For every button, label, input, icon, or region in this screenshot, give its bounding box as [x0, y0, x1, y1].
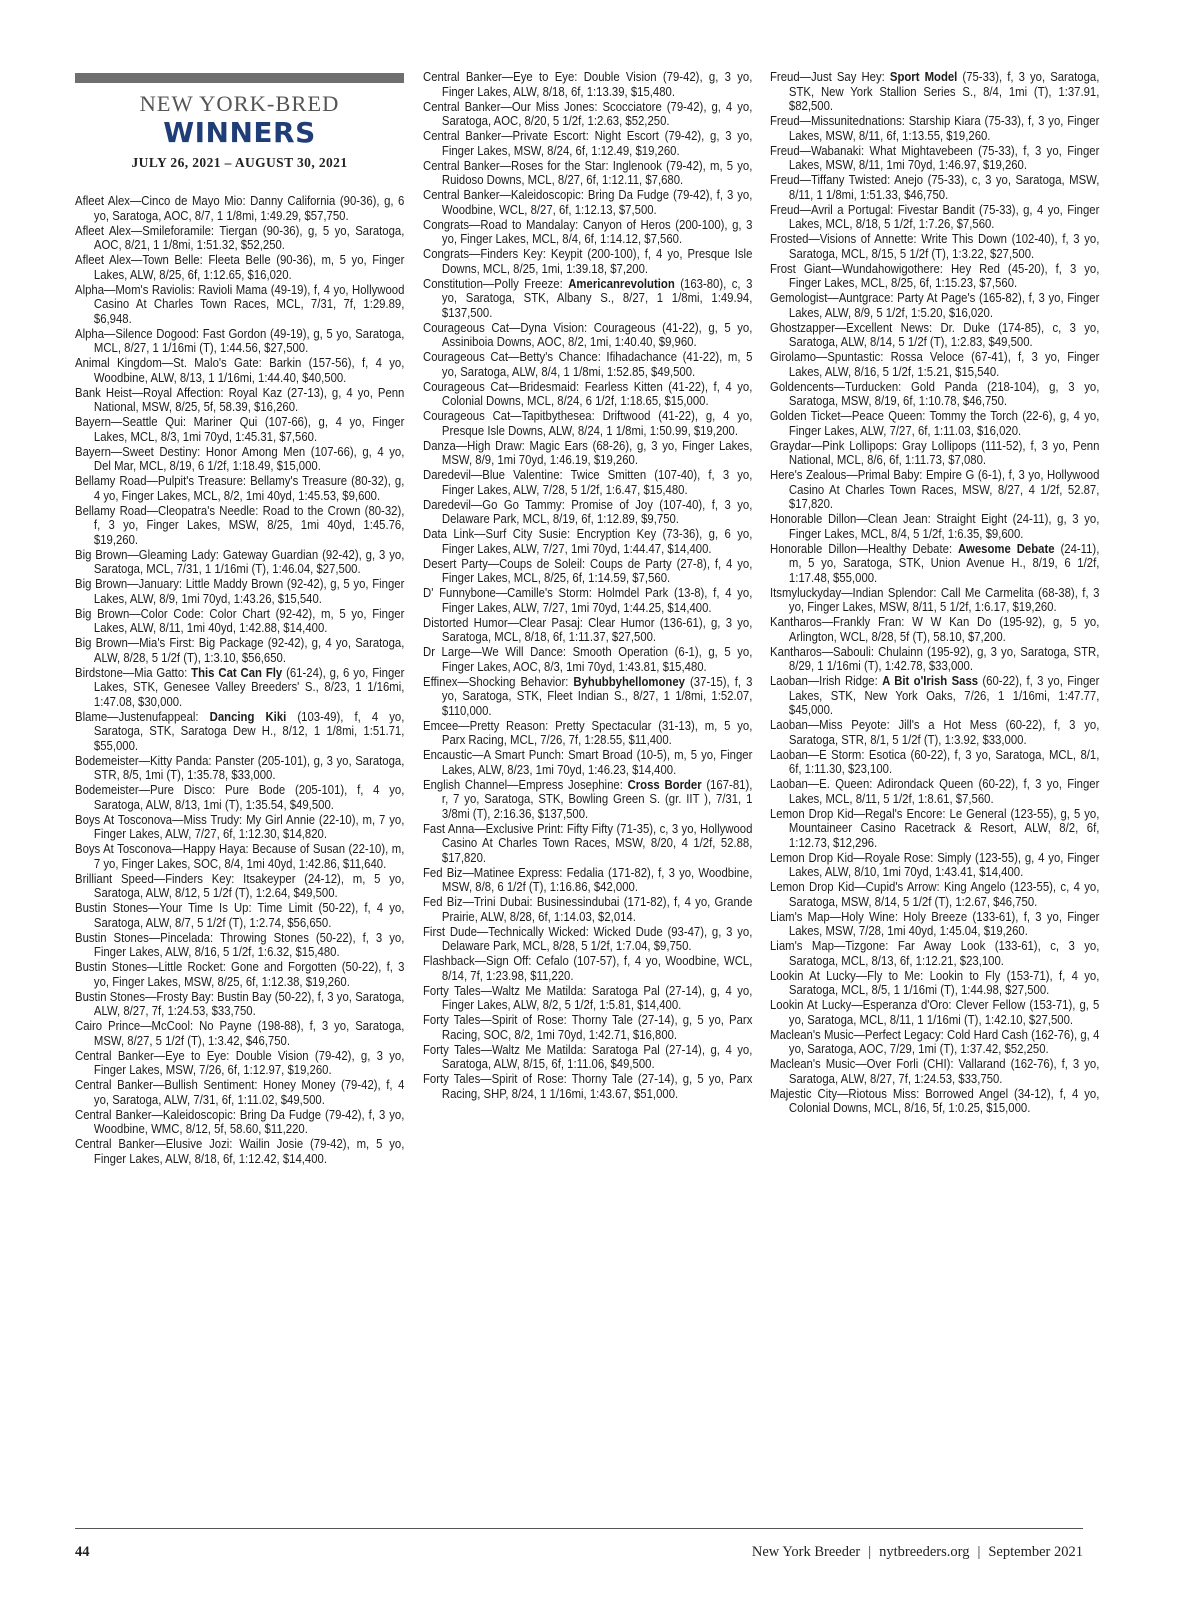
footer-separator: | [977, 1544, 981, 1560]
winner-entry [423, 586, 752, 615]
entry-text: (167-81), r, 7 yo, Saratoga, STK, Bowling Green S. (gr. IIT ), 7/31, 1 3/8mi (T), 2:16.36, $137,500. [441, 776, 753, 821]
entry-text: Cairo Prince—McCool: No Payne (198-88), f, 3 yo, Saratoga, MSW, 8/27, 5 1/2f (T), 1:3.42, $46,750. [75, 1018, 405, 1048]
winner-entry [75, 710, 404, 754]
date-range: JULY 26, 2021 – AUGUST 30, 2021 [131, 155, 348, 170]
entry-text: Alpha—Silence Dogood: Fast Gordon (49-19), g, 5 yo, Saratoga, MCL, 8/27, 1 1/16mi (T), 1:44.56, $27,500. [75, 325, 405, 355]
winner-entry [423, 70, 752, 99]
winner-entry [770, 880, 1099, 909]
entry-text: Dr Large—We Will Dance: Smooth Operation (6-1), g, 5 yo, Finger Lakes, AOC, 8/3, 1mi 70yd, 1:43.81, $15,480. [423, 644, 753, 674]
entry-text: Freud—Just Say Hey: [770, 69, 890, 84]
winner-entry [75, 386, 404, 415]
winner-entry [423, 822, 752, 866]
entry-text: Bank Heist—Royal Affection: Royal Kaz (27-13), g, 4 yo, Penn National, MSW, 8/25, 5f, 58.39, $16,260. [75, 384, 405, 414]
winner-entry [770, 262, 1099, 291]
winner-entry [770, 718, 1099, 747]
entry-text: Liam's Map—Tizgone: Far Away Look (133-61), c, 3 yo, Saratoga, MCL, 8/13, 6f, 1:12.21, $23,100. [770, 938, 1100, 968]
entry-text: Central Banker—Kaleidoscopic: Bring Da Fudge (79-42), f, 3 yo, Woodbine, WMC, 8/12, 5f, 58.60, $11,220. [75, 1106, 405, 1136]
winner-entry [423, 321, 752, 350]
winner-entry [770, 910, 1099, 939]
entry-text: (37-15), f, 3 yo, Saratoga, STK, Fleet Indian S., 8/27, 1 1/8mi, 1:52.07, $110,000. [441, 673, 753, 718]
winner-entry [75, 1019, 404, 1048]
entry-text: Central Banker—Kaleidoscopic: Bring Da Fudge (79-42), f, 3 yo, Woodbine, WCL, 8/27, 6f, 1:12.13, $7,500. [423, 187, 753, 217]
winner-entry [75, 754, 404, 783]
winner-entry [75, 194, 404, 223]
winner-entry [770, 542, 1099, 586]
stakes-winner-name: Dancing Kiki [209, 708, 287, 724]
entry-text: Bellamy Road—Pulpit's Treasure: Bellamy's Treasure (80-32), g, 4 yo, Finger Lakes, MCL, 8/2, 1mi 40yd, 1:45.53, $9,600. [75, 473, 405, 503]
winner-entry [423, 100, 752, 129]
winner-entry [770, 70, 1099, 114]
entry-text: Daredevil—Go Go Tammy: Promise of Joy (107-40), f, 3 yo, Delaware Park, MCL, 8/19, 6f, 1:12.89, $9,750. [423, 496, 753, 526]
entry-text: Fast Anna—Exclusive Print: Fifty Fifty (71-35), c, 3 yo, Hollywood Casino At Charles Town Races, MSW, 8/20, 4 1/2f, 52.88, $17,820. [423, 820, 753, 865]
entry-text: Desert Party—Coups de Soleil: Coups de Party (27-8), f, 4 yo, Finger Lakes, MCL, 8/25, 6f, 1:14.59, $7,560. [423, 555, 753, 585]
winner-entry [770, 350, 1099, 379]
issue-date: September 2021 [988, 1544, 1083, 1560]
column-3 [770, 70, 1099, 1116]
winner-entry [770, 748, 1099, 777]
entry-text: Here's Zealous—Primal Baby: Empire G (6-1), f, 3 yo, Hollywood Casino At Charles Town Races, MSW, 8/27, 4 1/2f, 52.87, $17,820. [770, 467, 1100, 511]
entry-text: Central Banker—Roses for the Star: Inglenook (79-42), m, 5 yo, Ruidoso Downs, MCL, 8/27, 6f, 1:12.11, $7,680. [423, 157, 753, 187]
winner-entry [75, 474, 404, 503]
winner-entry [770, 409, 1099, 438]
header-rule [75, 73, 404, 83]
entry-text: Afleet Alex—Smileforamile: Tiergan (90-36), g, 5 yo, Saratoga, AOC, 8/21, 1 1/8mi, 1:51.32, $52,250. [75, 222, 405, 252]
entry-text: Bustin Stones—Frosty Bay: Bustin Bay (50-22), f, 3 yo, Saratoga, ALW, 8/27, 7f, 1:24.53, $33,750. [75, 988, 405, 1018]
winner-entry [75, 872, 404, 901]
winner-entry [770, 512, 1099, 541]
winner-entry [423, 247, 752, 276]
winner-entry [770, 468, 1099, 512]
entry-text: Flashback—Sign Off: Cefalo (107-57), f, 4 yo, Woodbine, WCL, 8/14, 7f, 1:23.98, $11,220. [423, 953, 753, 983]
winner-entry [423, 380, 752, 409]
section-header [75, 73, 404, 171]
winner-entry [423, 439, 752, 468]
winner-entry [423, 557, 752, 586]
entry-text: Afleet Alex—Cinco de Mayo Mio: Danny California (90-36), g, 6 yo, Saratoga, AOC, 8/7, 1 1/8mi, 1:49.29, $57,750. [75, 193, 405, 223]
entry-text: First Dude—Technically Wicked: Wicked Dude (93-47), g, 3 yo, Delaware Park, MCL, 8/28, 5 1/2f, 1:7.04, $9,750. [423, 923, 753, 953]
entry-text: Frost Giant—Wundahowigothere: Hey Red (45-20), f, 3 yo, Finger Lakes, MCL, 8/25, 6f, 1:15.23, $7,560. [770, 260, 1100, 290]
entry-text: Big Brown—January: Little Maddy Brown (92-42), g, 5 yo, Finger Lakes, ALW, 8/9, 1mi 70yd, 1:43.26, $15,540. [75, 576, 405, 606]
entry-text: Blame—Justenufappeal: [75, 708, 210, 724]
winner-entry [770, 232, 1099, 261]
winner-entry [770, 586, 1099, 615]
entry-text: Laoban—Irish Ridge: [770, 673, 883, 688]
entry-text: Constitution—Polly Freeze: [423, 275, 569, 291]
winner-entry [75, 783, 404, 812]
winner-entry [75, 1137, 404, 1166]
entry-text: Courageous Cat—Betty's Chance: Ifihadachance (41-22), m, 5 yo, Saratoga, ALW, 8/4, 1 1/8mi, 1:52.85, $49,500. [423, 349, 753, 379]
entry-text: Alpha—Mom's Raviolis: Ravioli Mama (49-19), f, 4 yo, Hollywood Casino At Charles Town Races, MCL, 7/31, 7f, 1:29.89, $6,948. [75, 281, 405, 326]
entry-text: Forty Tales—Spirit of Rose: Thorny Tale (27-14), g, 5 yo, Parx Racing, SHP, 8/24, 1 1/16mi, 1:43.67, $51,000. [423, 1071, 753, 1101]
entry-text: Gemologist—Auntgrace: Party At Page's (165-82), f, 3 yo, Finger Lakes, ALW, 8/9, 5 1/2f, 1:5.20, $16,020. [770, 290, 1100, 320]
entry-text: Effinex—Shocking Behavior: [423, 673, 574, 689]
winner-entry [770, 380, 1099, 409]
winner-entry [423, 719, 752, 748]
entry-text: D' Funnybone—Camille's Storm: Holmdel Park (13-8), f, 4 yo, Finger Lakes, ALW, 7/27, 1mi 70yd, 1:44.25, $14,400. [423, 585, 753, 615]
entry-text: Forty Tales—Waltz Me Matilda: Saratoga Pal (27-14), g, 4 yo, Saratoga, ALW, 8/15, 6f, 1:11.06, $49,500. [423, 1041, 753, 1071]
winner-entry [770, 291, 1099, 320]
entry-text: Fed Biz—Matinee Express: Fedalia (171-82), f, 3 yo, Woodbine, MSW, 8/8, 6 1/2f (T), 1:16.86, $42,000. [423, 864, 753, 894]
entry-text: Distorted Humor—Clear Pasaj: Clear Humor (136-61), g, 3 yo, Saratoga, MCL, 8/18, 6f, 1:11.37, $27,500. [423, 614, 753, 644]
winner-entry [770, 144, 1099, 173]
winner-entry [770, 969, 1099, 998]
winner-entry [423, 1072, 752, 1101]
stakes-winner-name: Sport Model [889, 69, 958, 84]
entry-text: Ghostzapper—Excellent News: Dr. Duke (174-85), c, 3 yo, Saratoga, ALW, 8/14, 5 1/2f (T), 1:2.83, $49,500. [770, 319, 1100, 349]
winner-entry [423, 954, 752, 983]
entry-text: Boys At Tosconova—Happy Haya: Because of Susan (22-10), m, 7 yo, Finger Lakes, SOC, 8/4, 1mi 40yd, 1:42.86, $11,640. [75, 841, 405, 871]
entry-text: Lemon Drop Kid—Cupid's Arrow: King Angelo (123-55), c, 4 yo, Saratoga, MSW, 8/14, 5 1/2f (T), 1:2.67, $46,750. [770, 879, 1100, 909]
stakes-winner-name: A Bit o'Irish Sass [882, 673, 979, 688]
entry-text: Freud—Tiffany Twisted: Anejo (75-33), c, 3 yo, Saratoga, MSW, 8/11, 1 1/8mi, 1:51.33, $46,750. [770, 172, 1100, 202]
winner-entry [75, 327, 404, 356]
entry-text: Congrats—Finders Key: Keypit (200-100), f, 4 yo, Presque Isle Downs, MCL, 8/25, 1mi, 1:39.18, $7,200. [423, 246, 753, 276]
winner-entry [770, 1028, 1099, 1057]
entry-text: Bayern—Sweet Destiny: Honor Among Men (107-66), g, 4 yo, Del Mar, MCL, 8/19, 6 1/2f, 1:18.49, $15,000. [75, 443, 405, 473]
entry-text: Encaustic—A Smart Punch: Smart Broad (10-5), m, 5 yo, Finger Lakes, ALW, 8/23, 1mi 70yd, 1:46.23, $14,400. [423, 747, 753, 777]
entry-text: Bodemeister—Pure Disco: Pure Bode (205-101), f, 4 yo, Saratoga, ALW, 8/13, 1mi (T), 1:35.54, $49,500. [75, 782, 405, 812]
entry-text: Big Brown—Gleaming Lady: Gateway Guardian (92-42), g, 3 yo, Saratoga, MCL, 7/31, 1 1/16mi (T), 1:46.04, $27,500. [75, 546, 405, 576]
winner-entry [423, 645, 752, 674]
entry-text: Maclean's Music—Over Forli (CHI): Vallarand (162-76), f, 3 yo, Saratoga, ALW, 8/27, 7f, 1:24.53, $33,750. [770, 1056, 1100, 1086]
winner-entry [770, 645, 1099, 674]
entry-text: Maclean's Music—Perfect Legacy: Cold Hard Cash (162-76), g, 4 yo, Saratoga, AOC, 7/29, 1mi (T), 1:37.42, $52,250. [770, 1026, 1100, 1056]
stakes-winner-name: Awesome Debate [958, 540, 1055, 556]
winner-entry [75, 842, 404, 871]
entry-text: Courageous Cat—Tapitbythesea: Driftwood (41-22), g, 4 yo, Presque Isle Downs, ALW, 8/24, 1 1/8mi, 1:50.99, $19,200. [423, 408, 753, 438]
entry-text: Golden Ticket—Peace Queen: Tommy the Torch (22-6), g, 4 yo, Finger Lakes, ALW, 7/27, 6f, 1:11.03, $16,020. [770, 408, 1100, 438]
entry-text: Central Banker—Our Miss Jones: Scocciatore (79-42), g, 4 yo, Saratoga, AOC, 8/20, 5 1/2f, 1:2.63, $52,250. [423, 98, 753, 128]
stakes-winner-name: Cross Border [627, 776, 702, 792]
winner-entry [423, 129, 752, 158]
winner-entry [75, 666, 404, 710]
entry-text: Laoban—Miss Peyote: Jill's a Hot Mess (60-22), f, 3 yo, Saratoga, STR, 8/1, 5 1/2f (T), 1:3.92, $33,000. [770, 717, 1100, 747]
winner-entry [423, 188, 752, 217]
entry-text: Central Banker—Eye to Eye: Double Vision (79-42), g, 3 yo, Finger Lakes, MSW, 7/26, 6f, 1:12.97, $19,260. [75, 1047, 405, 1077]
entry-text: (103-49), f, 4 yo, Saratoga, STK, Saratoga Dew H., 8/12, 1 1/8mi, 1:51.71, $55,000. [93, 708, 405, 753]
winner-entry [770, 1057, 1099, 1086]
entry-text: Boys At Tosconova—Miss Trudy: My Girl Annie (22-10), m, 7 yo, Finger Lakes, ALW, 7/27, 6f, 1:12.30, $14,820. [75, 811, 405, 841]
entry-text: Bellamy Road—Cleopatra's Needle: Road to the Crown (80-32), f, 3 yo, Finger Lakes, MSW, 8/25, 1mi 40yd, 1:45.76, $19,260. [75, 502, 405, 547]
entry-text: Central Banker—Elusive Jozi: Wailin Josie (79-42), m, 5 yo, Finger Lakes, ALW, 8/18, 6f, 1:12.42, $14,400. [75, 1136, 405, 1166]
entry-text: Kantharos—Sabouli: Chulainn (195-92), g, 3 yo, Saratoga, STR, 8/29, 1 1/16mi (T), 1:42.78, $33,000. [770, 643, 1100, 673]
winner-entry [75, 356, 404, 385]
winner-entry [423, 778, 752, 822]
entry-text: Congrats—Road to Mandalay: Canyon of Heros (200-100), g, 3 yo, Finger Lakes, MCL, 8/4, 6f, 1:14.12, $7,560. [423, 216, 753, 246]
entry-text: (60-22), f, 3 yo, Finger Lakes, STK, New York Oaks, 7/26, 1 1/16mi, 1:47.77, $45,000. [788, 673, 1100, 717]
entry-text: Central Banker—Private Escort: Night Escort (79-42), g, 3 yo, Finger Lakes, MSW, 8/24, 6f, 1:12.49, $19,260. [423, 128, 753, 158]
page-number: 44 [75, 1544, 90, 1560]
entry-text: English Channel—Empress Josephine: [423, 776, 628, 792]
entry-text: (75-33), f, 3 yo, Saratoga, STK, New York Stallion Series S., 8/4, 1mi (T), 1:37.91, $82,500. [788, 69, 1100, 113]
entry-text: Lookin At Lucky—Esperanza d'Oro: Clever Fellow (153-71), g, 5 yo, Saratoga, MCL, 8/11, 1 1/16mi (T), 1:42.10, $27,500. [770, 997, 1100, 1027]
entry-text: Data Link—Surf City Susie: Encryption Key (73-36), g, 6 yo, Finger Lakes, ALW, 7/27, 1mi 70yd, 1:44.47, $14,400. [423, 526, 753, 556]
winner-entry [75, 224, 404, 253]
entry-text: Big Brown—Color Code: Color Chart (92-42), m, 5 yo, Finger Lakes, ALW, 8/11, 1mi 40yd, 1:42.88, $14,400. [75, 605, 405, 635]
entry-text: Bustin Stones—Pincelada: Throwing Stones (50-22), f, 3 yo, Finger Lakes, ALW, 8/16, 5 1/2f, 1:6.32, $15,480. [75, 929, 405, 959]
winner-entry [770, 807, 1099, 851]
footer-separator: | [868, 1544, 872, 1560]
entry-text: Girolamo—Spuntastic: Rossa Veloce (67-41), f, 3 yo, Finger Lakes, ALW, 8/16, 5 1/2f, 1:5.21, $15,540. [770, 349, 1100, 379]
winner-entry [770, 998, 1099, 1027]
entry-text: Lemon Drop Kid—Regal's Encore: Le General (123-55), g, 5 yo, Mountaineer Casino Racetrack & Resort, ALW, 8/2, 6f, 1:12.73, $12,296. [770, 805, 1100, 850]
entry-text: Lemon Drop Kid—Royale Rose: Simply (123-55), g, 4 yo, Finger Lakes, ALW, 8/10, 1mi 70yd, 1:43.41, $14,400. [770, 849, 1100, 879]
entry-text: Freud—Missunitednations: Starship Kiara (75-33), f, 3 yo, Finger Lakes, MSW, 8/11, 6f, 1:13.55, $19,260. [770, 113, 1100, 143]
winner-entry [75, 1049, 404, 1078]
publication-name: New York Breeder [751, 1544, 861, 1560]
entry-text: Goldencents—Turducken: Gold Panda (218-104), g, 3 yo, Saratoga, MSW, 8/19, 6f, 1:10.78, $46,750. [770, 378, 1100, 408]
stakes-winner-name: Byhubbyhellomoney [573, 673, 685, 689]
footer-rule [75, 1528, 1083, 1529]
winner-entry [75, 960, 404, 989]
entry-text: Bayern—Seattle Qui: Mariner Qui (107-66), g, 4 yo, Finger Lakes, MCL, 8/3, 1mi 70yd, 1:45.31, $7,560. [75, 414, 405, 444]
entry-text: Central Banker—Bullish Sentiment: Honey Money (79-42), f, 4 yo, Saratoga, ALW, 7/31, 6f, 1:11.02, $49,500. [75, 1077, 405, 1107]
entry-text: Fed Biz—Trini Dubai: Businessindubai (171-82), f, 4 yo, Grande Prairie, ALW, 8/28, 6f, 1:14.03, $2,014. [423, 894, 753, 924]
winner-entry [770, 439, 1099, 468]
entry-text: Liam's Map—Holy Wine: Holy Breeze (133-61), f, 3 yo, Finger Lakes, MSW, 7/28, 1mi 40yd, 1:45.04, $19,260. [770, 908, 1100, 938]
winner-entry [423, 895, 752, 924]
entry-text: Honorable Dillon—Healthy Debate: [770, 540, 959, 556]
stakes-winner-name: Americanrevolution [568, 275, 675, 291]
entry-text: (163-80), c, 3 yo, Saratoga, STK, Albany S., 8/27, 1 1/8mi, 1:49.94, $137,500. [441, 275, 753, 320]
winner-entry [423, 350, 752, 379]
winner-entry [75, 504, 404, 548]
winner-entry [423, 984, 752, 1013]
entry-text: Frosted—Visions of Annette: Write This Down (102-40), f, 3 yo, Saratoga, MCL, 8/15, 5 1/2f (T), 1:3.22, $27,500. [770, 231, 1100, 261]
winner-entry [75, 901, 404, 930]
winner-entry [75, 415, 404, 444]
winner-entry [770, 114, 1099, 143]
winner-entry [423, 1013, 752, 1042]
winner-entry [75, 607, 404, 636]
entry-text: Laoban—E. Queen: Adirondack Queen (60-22), f, 3 yo, Finger Lakes, MCL, 8/11, 5 1/2f, 1:8.61, $7,560. [770, 776, 1100, 806]
winner-entry [75, 1108, 404, 1137]
winner-entry [770, 674, 1099, 718]
entry-text: (24-11), m, 5 yo, Saratoga, STK, Union Avenue H., 8/19, 6 1/2f, 1:17.48, $55,000. [788, 540, 1100, 585]
entry-text: Courageous Cat—Dyna Vision: Courageous (41-22), g, 5 yo, Assiniboia Downs, AOC, 8/2, 1mi, 1:40.40, $9,960. [423, 319, 753, 349]
column-1 [75, 194, 404, 1167]
column-2 [423, 70, 752, 1102]
winner-entry [423, 498, 752, 527]
entry-text: Freud—Avril a Portugal: Fivestar Bandit (75-33), g, 4 yo, Finger Lakes, MCL, 8/18, 5 1/2f, 1:7.26, $7,560. [770, 201, 1100, 231]
winner-entry [75, 253, 404, 282]
entry-text: Kantharos—Frankly Fran: W W Kan Do (195-92), g, 5 yo, Arlington, WCL, 8/28, 5f (T), 58.10, $7,200. [770, 614, 1100, 644]
entry-text: Danza—High Draw: Magic Ears (68-26), g, 3 yo, Finger Lakes, MSW, 8/9, 1mi 70yd, 1:46.19, $19,260. [423, 437, 753, 467]
winner-entry [75, 1078, 404, 1107]
entry-text: Big Brown—Mia's First: Big Package (92-42), g, 4 yo, Saratoga, ALW, 8/28, 5 1/2f (T), 1:3.10, $56,650. [75, 635, 405, 665]
entry-text: Bustin Stones—Little Rocket: Gone and Forgotten (50-22), f, 3 yo, Finger Lakes, MSW, 8/25, 6f, 1:12.38, $19,260. [75, 959, 405, 989]
entry-text: Afleet Alex—Town Belle: Fleeta Belle (90-36), m, 5 yo, Finger Lakes, ALW, 8/25, 6f, 1:12.65, $16,020. [75, 252, 405, 282]
winner-entry [770, 939, 1099, 968]
winner-entry [75, 813, 404, 842]
section-title: WINNERS [163, 116, 316, 149]
section-kicker: NEW YORK-BRED [139, 91, 340, 116]
entry-text: Lookin At Lucky—Fly to Me: Lookin to Fly (153-71), f, 4 yo, Saratoga, MCL, 8/5, 1 1/16mi (T), 1:44.98, $27,500. [770, 967, 1100, 997]
winner-entry [423, 218, 752, 247]
entry-text: (61-24), g, 6 yo, Finger Lakes, STK, Genesee Valley Breeders' S., 8/23, 1 1/16mi, 1:47.08, $30,000. [93, 664, 405, 709]
entry-text: Majestic City—Riotous Miss: Borrowed Angel (34-12), f, 4 yo, Colonial Downs, MCL, 8/16, 5f, 1:0.25, $15,000. [770, 1085, 1100, 1115]
entry-text: Bustin Stones—Your Time Is Up: Time Limit (50-22), f, 4 yo, Saratoga, ALW, 8/7, 5 1/2f (T), 1:2.74, $56,650. [75, 900, 405, 930]
winner-entry [423, 468, 752, 497]
entry-text: Laoban—E Storm: Esotica (60-22), f, 3 yo, Saratoga, MCL, 8/1, 6f, 1:11.30, $23,100. [770, 746, 1100, 776]
winner-entry [75, 636, 404, 665]
winner-entry [75, 548, 404, 577]
winner-entry [770, 173, 1099, 202]
winner-entry [770, 321, 1099, 350]
entry-text: Brilliant Speed—Finders Key: Itsakeyper (24-12), m, 5 yo, Saratoga, ALW, 8/12, 5 1/2f (T), 1:2.64, $49,500. [75, 870, 405, 900]
winner-entry [423, 277, 752, 321]
footer-publication-line [752, 1544, 1083, 1561]
winner-entry [75, 445, 404, 474]
winner-entry [770, 615, 1099, 644]
winner-entry [423, 527, 752, 556]
website: nytbreeders.org [879, 1544, 970, 1560]
entry-text: Animal Kingdom—St. Malo's Gate: Barkin (157-56), f, 4 yo, Woodbine, ALW, 8/13, 1 1/16mi, 1:44.40, $40,500. [75, 355, 405, 385]
entry-text: Daredevil—Blue Valentine: Twice Smitten (107-40), f, 3 yo, Finger Lakes, ALW, 7/28, 5 1/2f, 1:6.47, $15,480. [423, 467, 753, 497]
winner-entry [423, 925, 752, 954]
entry-text: Honorable Dillon—Clean Jean: Straight Eight (24-11), g, 3 yo, Finger Lakes, MCL, 8/4, 5 1/2f, 1:6.35, $9,600. [770, 511, 1100, 541]
entry-text: Birdstone—Mia Gatto: [75, 664, 192, 680]
entry-text: Central Banker—Eye to Eye: Double Vision (79-42), g, 3 yo, Finger Lakes, ALW, 8/18, 6f, 1:13.39, $15,480. [423, 69, 753, 99]
winner-entry [423, 616, 752, 645]
winner-entry [423, 675, 752, 719]
winner-entry [770, 1087, 1099, 1116]
entry-text: Graydar—Pink Lollipops: Gray Lollipops (111-52), f, 3 yo, Penn National, MCL, 8/6, 6f, 1:11.73, $7,080. [770, 437, 1100, 467]
winner-entry [423, 748, 752, 777]
winner-entry [75, 931, 404, 960]
winner-entry [423, 1043, 752, 1072]
winner-entry [423, 866, 752, 895]
winner-entry [75, 283, 404, 327]
winner-entry [75, 990, 404, 1019]
entry-text: Freud—Wabanaki: What Mightavebeen (75-33), f, 3 yo, Finger Lakes, MSW, 8/11, 1mi 70yd, 1:46.97, $19,260. [770, 142, 1100, 172]
stakes-winner-name: This Cat Can Fly [191, 664, 283, 680]
entry-text: Emcee—Pretty Reason: Pretty Spectacular (31-13), m, 5 yo, Parx Racing, MCL, 7/26, 7f, 1:28.55, $11,400. [423, 717, 753, 747]
entry-text: Forty Tales—Waltz Me Matilda: Saratoga Pal (27-14), g, 4 yo, Finger Lakes, ALW, 8/2, 5 1/2f, 1:5.81, $14,400. [423, 982, 753, 1012]
winner-entry [770, 777, 1099, 806]
winner-entry [423, 409, 752, 438]
entry-text: Courageous Cat—Bridesmaid: Fearless Kitten (41-22), f, 4 yo, Colonial Downs, MCL, 8/24, 6 1/2f, 1:18.65, $15,000. [423, 378, 753, 408]
entry-text: Forty Tales—Spirit of Rose: Thorny Tale (27-14), g, 5 yo, Parx Racing, SOC, 8/2, 1mi 70yd, 1:42.71, $16,800. [423, 1012, 753, 1042]
entry-text: Bodemeister—Kitty Panda: Panster (205-101), g, 3 yo, Saratoga, STR, 8/5, 1mi (T), 1:35.78, $33,000. [75, 752, 405, 782]
winner-entry [423, 159, 752, 188]
winner-entry [75, 577, 404, 606]
winner-entry [770, 203, 1099, 232]
winner-entry [770, 851, 1099, 880]
entry-text: Itsmyluckyday—Indian Splendor: Call Me Carmelita (68-38), f, 3 yo, Finger Lakes, MSW, 8/11, 5 1/2f, 1:6.17, $19,260. [770, 584, 1100, 614]
